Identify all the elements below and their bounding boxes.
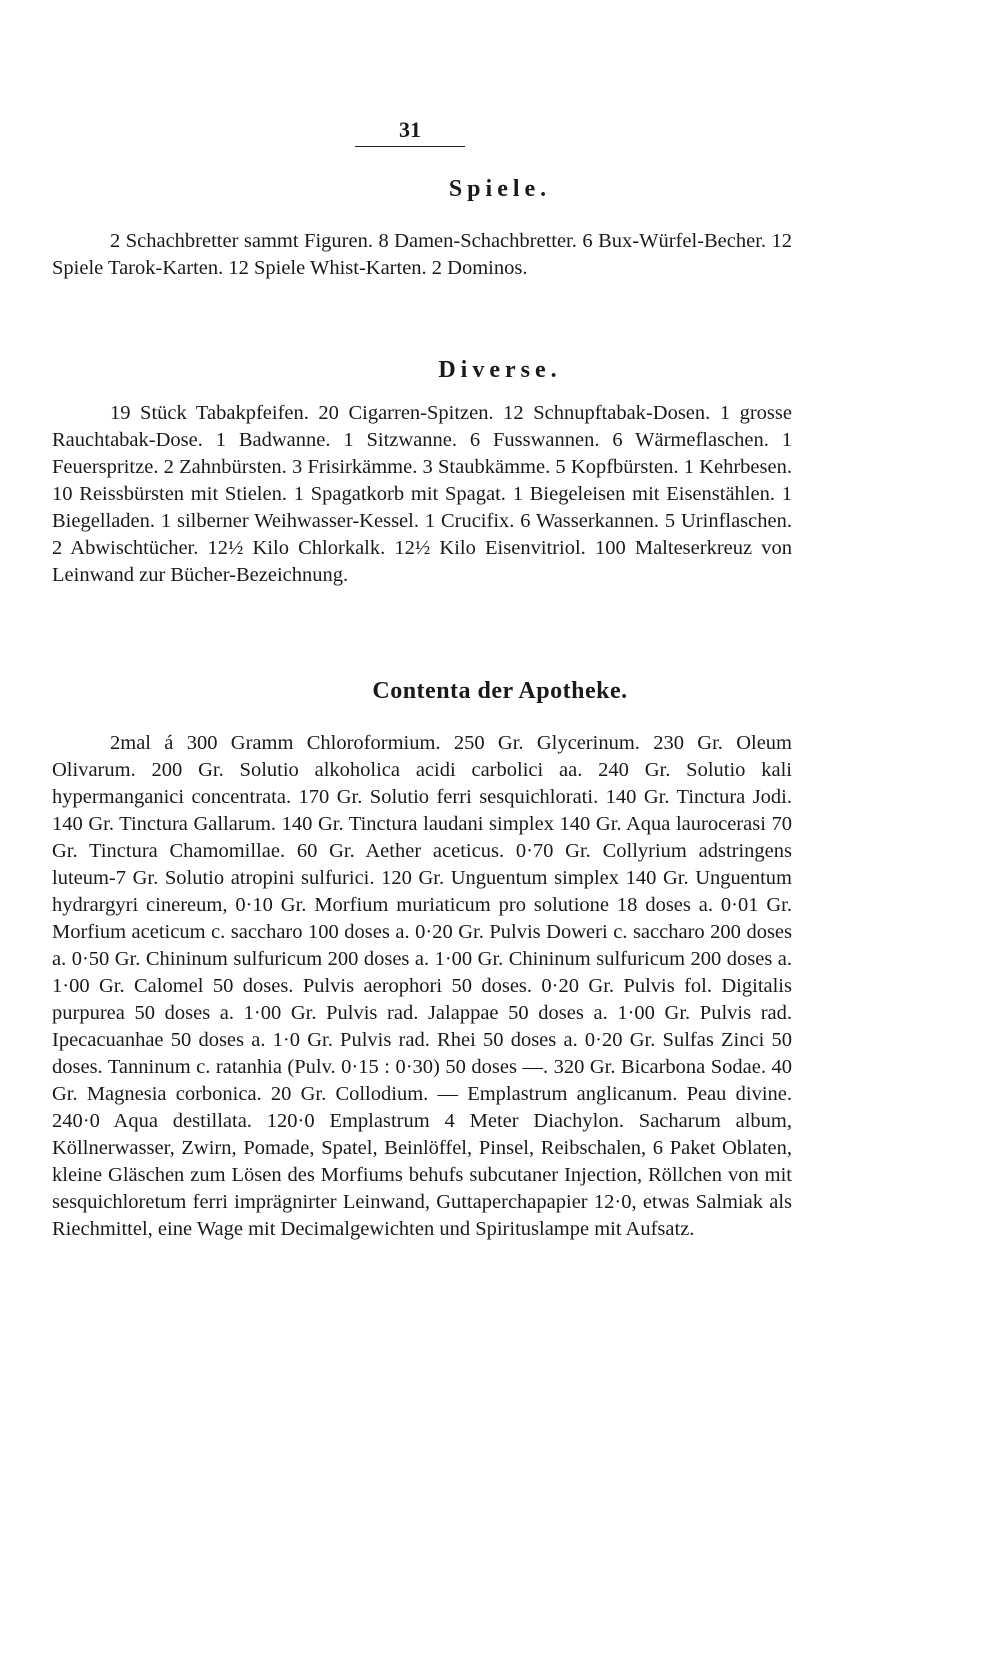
header-rule [355,146,465,147]
section-text-diverse: 19 Stück Tabakpfeifen. 20 Cigarren-Spitzen. 12 Schnupftabak-Dosen. 1 grosse Rauchtabak-Dose. 1 Badwanne. 1 Sitzwanne. 6 Fusswannen. 6 Wärmeflaschen. 1 Feuerspritze. 2 Zahnbürsten. 3 Frisirkämme. 3 Staubkämme. 5 Kopfbürsten. 1 Kehrbesen. 10 Reissbürsten mit Stielen. 1 Spagatkorb mit Spagat. 1 Biegeleisen mit Eisenstählen. 1 Biegelladen. 1 silberner Weihwasser-Kessel. 1 Crucifix. 6 Wasserkannen. 5 Urinflaschen. 2 Abwischtücher. 12½ Kilo Chlorkalk. 12½ Kilo Eisenvitriol. 100 Malteserkreuz von Leinwand zur Bücher-Bezeichnung. [52,402,792,586]
section-text-spiele: 2 Schachbretter sammt Figuren. 8 Damen-Schachbretter. 6 Bux-Würfel-Becher. 12 Spiele Tarok-Karten. 12 Spiele Whist-Karten. 2 Dominos. [52,230,792,279]
section-heading-apotheke: Contenta der Apotheke. [372,678,628,704]
page-number: 31 [399,117,421,142]
section-heading-spiele: Spiele. [448,176,552,202]
section-text-apotheke: 2mal á 300 Gramm Chloroformium. 250 Gr. Glycerinum. 230 Gr. Oleum Olivarum. 200 Gr. Solutio alkoholica acidi carbolici aa. 240 Gr. Solutio kali hypermanganici concentrata. 170 Gr. Solutio ferri sesquichlorati. 140 Gr. Tinctura Jodi. 140 Gr. Tinctura Gallarum. 140 Gr. Tinctura laudani simplex 140 Gr. Aqua laurocerasi 70 Gr. Tinctura Chamomillae. 60 Gr. Aether aceticus. 0·70 Gr. Collyrium adstringens luteum-7 Gr. Solutio atropini sulfurici. 120 Gr. Unguentum simplex 140 Gr. Unguentum hydrargyri cinereum, 0·10 Gr. Morfium muriaticum pro solutione 18 doses a. 0·01 Gr. Morfium aceticum c. saccharo 100 doses a. 0·20 Gr. Pulvis Doweri c. saccharo 200 doses a. 0·50 Gr. Chininum sulfuricum 200 doses a. 1·00 Gr. Chininum sulfuricum 200 doses a. 1·00 Gr. Calomel 50 doses. Pulvis aerophori 50 doses. 0·20 Gr. Pulvis fol. Digitalis purpurea 50 doses a. 1·00 Gr. Pulvis rad. Jalappae 50 doses a. 1·00 Gr. Pulvis rad. Ipecacuanhae 50 doses a. 1·0 Gr. Pulvis rad. Rhei 50 doses a. 0·20 Gr. Sulfas Zinci 50 doses. Tanninum c. ratanhia (Pulv. 0·15 : 0·30) 50 doses —. 320 Gr. Bicarbona Sodae. 40 Gr. Magnesia corbonica. 20 Gr. Collodium. — Emplastrum anglicanum. Peau divine. 240·0 Aqua destillata. 120·0 Emplastrum 4 Meter Diachylon. Sacharum album, Köllnerwasser, Zwirn, Pomade, Spatel, Beinlöffel, Pinsel, Reibschalen, 6 Paket Oblaten, kleine Gläschen zum Lösen des Morfiums behufs subcutaner Injection, Röllchen von mit sesquichloretum ferri imprägnirter Leinwand, Guttaperchapapier 12·0, etwas Salmiak als Riechmittel, eine Wage mit Decimalgewichten und Spirituslampe mit Aufsatz. [52,732,792,1240]
page-header [355,118,465,147]
section-heading-diverse: Diverse. [438,357,562,383]
